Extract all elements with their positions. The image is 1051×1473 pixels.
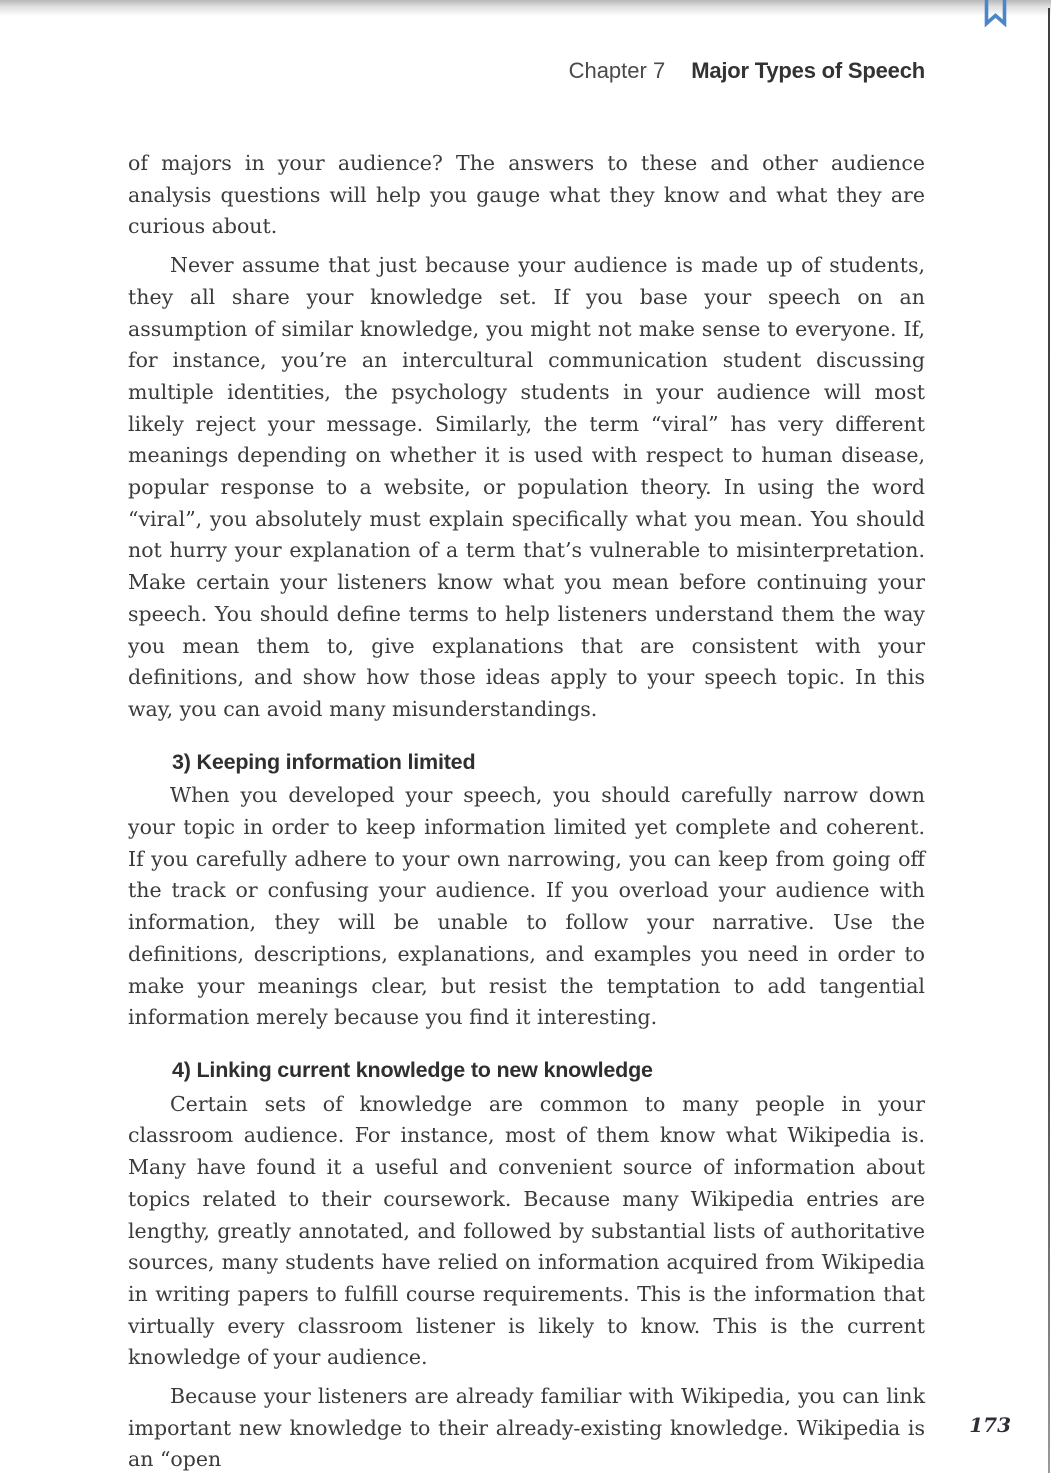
paragraph: of majors in your audience? The answers to these and other audience analysis questions will help you gauge what they know and what they are curious about.: [128, 151, 925, 239]
paragraph: When you developed your speech, you should carefully narrow down your topic in order to keep information limited yet complete and coherent. If you carefully adhere to your own narrowing, you can keep from going off the track or confusing your audience. If you overload your audience with information, they will be unable to follow your narrative. Use the definitions, descriptions, explanations, and examples you need in order to make your meanings clear, but resist the temptation to add tangential information merely because you find it interesting.: [128, 783, 925, 1030]
paragraph: Certain sets of knowledge are common to many people in your classroom audience. For instance, most of them know what Wikipedia is. Many have found it a useful and convenient source of information about topics related to their coursework. Because many Wikipedia entries are lengthy, greatly annotated, and followed by substantial lists of authoritative sources, many students have relied on information acquired from Wikipedia in writing papers to fulfill course requirements. This is the information that virtually every classroom listener is likely to know. This is the current knowledge of your audience.: [128, 1091, 925, 1370]
section-heading: 3) Keeping information limited: [172, 749, 476, 774]
bookmark-icon[interactable]: [983, 0, 1008, 28]
chapter-label: Chapter 7: [568, 58, 666, 83]
page-top-shadow: [0, 0, 1051, 16]
paragraph: Because your listeners are already familiar with Wikipedia, you can link important new knowledge to their already-existing knowledge. Wikipedia is an “open: [128, 1384, 925, 1472]
paragraph: Never assume that just because your audience is made up of students, they all share your knowledge set. If you base your speech on an assumption of similar knowledge, you might not make sense to everyone. If, for instance, you’re an intercultural communication student discussing multiple identities, the psychology students in your audience will most likely reject your message. Similarly, the term “viral” has very different meanings depending on whether it is used with respect to human disease, popular response to a website, or population theory. In using the word “viral”, you absolutely must explain specifically what you mean. You should not hurry your explanation of a term that’s vulnerable to misinterpretation. Make certain your listeners know what you mean before continuing your speech. You should define terms to help listeners understand them the way you mean them to, give explanations that are consistent with your definitions, and show how those ideas apply to your speech topic. In this way, you can avoid many misunderstandings.: [128, 253, 925, 721]
chapter-title: Major Types of Speech: [691, 58, 925, 83]
page-body: [0, 148, 1051, 1473]
page-number: 173: [969, 1413, 1011, 1437]
section-heading: 4) Linking current knowledge to new knowledge: [172, 1057, 653, 1082]
page-edge-line: [1048, 8, 1050, 1473]
